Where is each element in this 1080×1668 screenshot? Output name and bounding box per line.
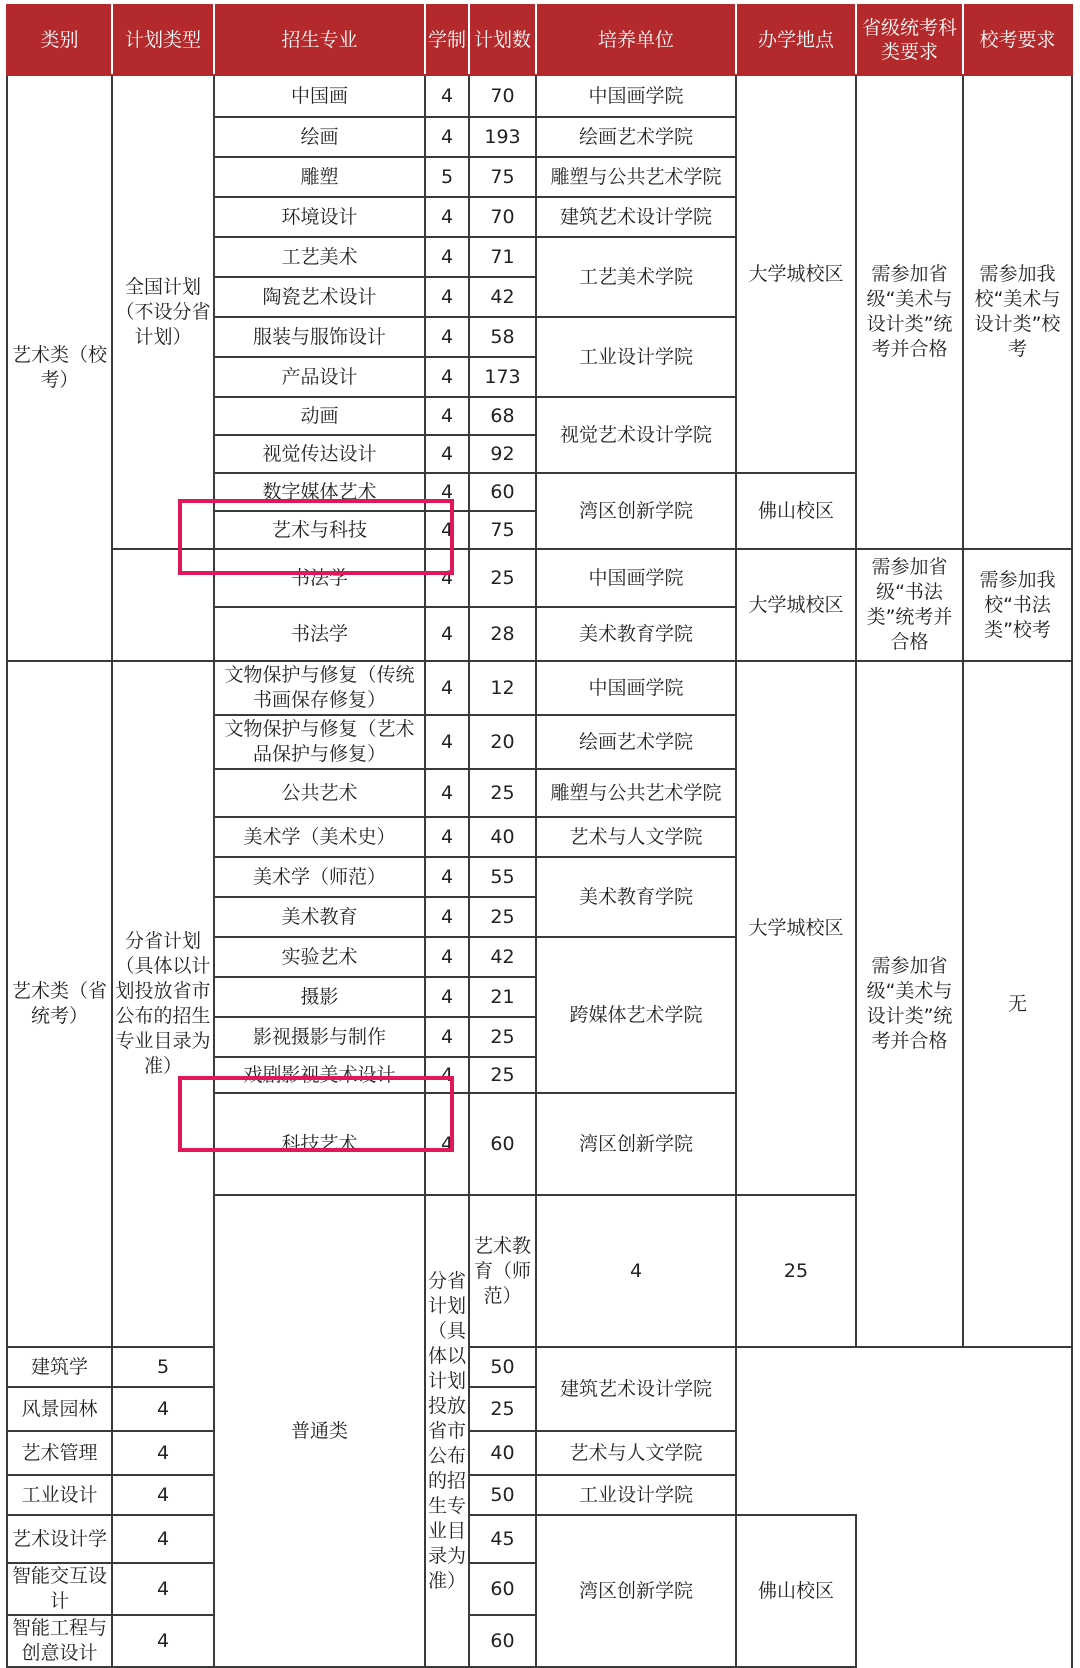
table-header-row (7, 5, 1072, 75)
unit-cell: 视觉艺术设计学院 (536, 397, 736, 473)
count-cell: 12 (469, 661, 536, 715)
years-cell: 4 (425, 715, 469, 769)
major-cell: 中国画 (214, 75, 425, 117)
unit-cell: 湾区创新学院 (536, 1515, 736, 1667)
major-cell: 艺术管理 (7, 1431, 112, 1475)
major-cell: 公共艺术 (214, 769, 425, 817)
category-cell: 艺术类（省统考） (7, 661, 112, 1347)
major-cell: 戏剧影视美术设计 (214, 1057, 425, 1093)
major-cell: 服装与服饰设计 (214, 317, 425, 357)
count-cell: 25 (469, 1387, 536, 1431)
count-cell: 55 (469, 857, 536, 897)
table-row (7, 1431, 1072, 1475)
major-cell: 建筑学 (7, 1347, 112, 1387)
unit-cell: 建筑艺术设计学院 (536, 197, 736, 237)
header-category: 类别 (7, 5, 112, 75)
count-cell: 58 (469, 317, 536, 357)
years-cell: 4 (425, 549, 469, 607)
count-cell: 42 (469, 277, 536, 317)
count-cell: 20 (469, 715, 536, 769)
province-req-cell: 需参加省级“美术与设计类”统考并合格 (856, 75, 963, 549)
unit-cell: 中国画学院 (536, 661, 736, 715)
location-cell: 佛山校区 (736, 1515, 856, 1667)
header-unit: 培养单位 (536, 5, 736, 75)
years-cell: 4 (425, 277, 469, 317)
table-row (7, 1515, 1072, 1563)
years-cell: 4 (425, 1017, 469, 1057)
years-cell: 4 (425, 357, 469, 397)
unit-cell: 工艺美术学院 (536, 237, 736, 317)
category-cell: 艺术类（校考） (7, 75, 112, 661)
location-cell: 大学城校区 (736, 661, 856, 1195)
years-cell: 5 (112, 1347, 214, 1387)
count-cell: 25 (469, 1017, 536, 1057)
count-cell: 173 (469, 357, 536, 397)
table-row (7, 1475, 1072, 1515)
years-cell: 4 (425, 117, 469, 157)
category-cell: 普通类 (214, 1195, 425, 1667)
years-cell: 4 (425, 607, 469, 661)
major-cell: 视觉传达设计 (214, 435, 425, 473)
major-cell: 动画 (214, 397, 425, 435)
location-cell: 佛山校区 (736, 473, 856, 549)
unit-cell: 工业设计学院 (536, 1475, 736, 1515)
years-cell: 4 (112, 1515, 214, 1563)
major-cell: 智能工程与创意设计 (7, 1615, 112, 1667)
table-row (7, 1347, 1072, 1387)
highlight-box-technology-art (178, 1076, 454, 1152)
count-cell: 75 (469, 511, 536, 549)
unit-cell: 绘画艺术学院 (536, 715, 736, 769)
years-cell: 4 (112, 1563, 214, 1615)
highlight-box-art-and-technology (178, 499, 454, 575)
location-cell: 大学城校区 (736, 549, 856, 661)
years-cell: 4 (425, 1057, 469, 1093)
major-cell: 风景园林 (7, 1387, 112, 1431)
count-cell: 68 (469, 397, 536, 435)
header-location: 办学地点 (736, 5, 856, 75)
unit-cell: 跨媒体艺术学院 (536, 937, 736, 1093)
location-cell: 大学城校区 (736, 75, 856, 473)
major-cell: 艺术设计学 (7, 1515, 112, 1563)
header-province-req: 省级统考科类要求 (856, 5, 963, 75)
count-cell: 25 (469, 549, 536, 607)
major-cell: 美术学（美术史） (214, 817, 425, 857)
unit-cell: 湾区创新学院 (536, 1093, 736, 1195)
major-cell: 文物保护与修复（艺术品保护与修复） (214, 715, 425, 769)
count-cell: 25 (469, 1057, 536, 1093)
school-req-cell: 无 (963, 661, 1072, 1347)
major-cell: 美术教育 (214, 897, 425, 937)
years-cell: 4 (112, 1387, 214, 1431)
major-cell: 工艺美术 (214, 237, 425, 277)
count-cell: 70 (469, 75, 536, 117)
count-cell: 60 (469, 473, 536, 511)
major-cell: 文物保护与修复（传统书画保存修复） (214, 661, 425, 715)
major-cell: 智能交互设计 (7, 1563, 112, 1615)
years-cell: 4 (425, 661, 469, 715)
count-cell: 25 (469, 769, 536, 817)
count-cell: 40 (469, 1431, 536, 1475)
major-cell: 艺术教育（师范） (469, 1195, 536, 1347)
count-cell: 70 (469, 197, 536, 237)
years-cell: 4 (425, 897, 469, 937)
years-cell: 4 (425, 977, 469, 1017)
count-cell: 60 (469, 1615, 536, 1667)
unit-cell: 绘画艺术学院 (536, 117, 736, 157)
school-req-cell: 需参加我校“美术与设计类”校考 (963, 75, 1072, 549)
major-cell: 陶瓷艺术设计 (214, 277, 425, 317)
header-major: 招生专业 (214, 5, 425, 75)
years-cell: 4 (425, 769, 469, 817)
province-req-cell: 需参加省级“书法类”统考并合格 (856, 549, 963, 661)
major-cell: 摄影 (214, 977, 425, 1017)
count-cell: 40 (469, 817, 536, 857)
count-cell: 21 (469, 977, 536, 1017)
major-cell: 书法学 (214, 607, 425, 661)
major-cell: 数字媒体艺术 (214, 473, 425, 511)
unit-cell: 雕塑与公共艺术学院 (536, 769, 736, 817)
years-cell: 4 (425, 75, 469, 117)
count-cell: 45 (469, 1515, 536, 1563)
major-cell: 实验艺术 (214, 937, 425, 977)
province-req-cell: 需参加省级“美术与设计类”统考并合格 (856, 661, 963, 1347)
years-cell: 4 (112, 1431, 214, 1475)
years-cell: 4 (425, 473, 469, 511)
count-cell: 60 (469, 1093, 536, 1195)
unit-cell: 艺术与人文学院 (536, 817, 736, 857)
unit-cell: 建筑艺术设计学院 (536, 1347, 736, 1431)
header-count: 计划数 (469, 5, 536, 75)
years-cell: 4 (425, 511, 469, 549)
major-cell: 美术学（师范） (214, 857, 425, 897)
years-cell: 4 (425, 937, 469, 977)
header-plan-type: 计划类型 (112, 5, 214, 75)
enrollment-plan-table (6, 4, 1073, 1668)
years-cell: 4 (425, 397, 469, 435)
unit-cell: 中国画学院 (536, 549, 736, 607)
table-row (7, 661, 1072, 715)
major-cell: 工业设计 (7, 1475, 112, 1515)
years-cell: 4 (425, 817, 469, 857)
years-cell: 4 (425, 317, 469, 357)
header-years: 学制 (425, 5, 469, 75)
count-cell: 92 (469, 435, 536, 473)
header-school-req: 校考要求 (963, 5, 1072, 75)
table-row (7, 549, 1072, 607)
unit-cell: 湾区创新学院 (536, 473, 736, 549)
years-cell: 4 (536, 1195, 736, 1347)
count-cell: 60 (469, 1563, 536, 1615)
count-cell: 50 (469, 1475, 536, 1515)
unit-cell: 雕塑与公共艺术学院 (536, 157, 736, 197)
major-cell: 产品设计 (214, 357, 425, 397)
plan-type-cell: 分省计划（具体以计划投放省市公布的招生专业目录为准） (425, 1195, 469, 1667)
school-req-cell: 需参加我校“书法类”校考 (963, 549, 1072, 661)
count-cell: 193 (469, 117, 536, 157)
years-cell: 4 (112, 1475, 214, 1515)
count-cell: 75 (469, 157, 536, 197)
plan-type-cell: 全国计划（不设分省计划） (112, 75, 214, 549)
years-cell: 4 (425, 857, 469, 897)
unit-cell: 工业设计学院 (536, 317, 736, 397)
unit-cell: 中国画学院 (536, 75, 736, 117)
unit-cell: 艺术与人文学院 (536, 1431, 736, 1475)
major-cell: 科技艺术 (214, 1093, 425, 1195)
unit-cell: 美术教育学院 (536, 857, 736, 937)
major-cell: 艺术与科技 (214, 511, 425, 549)
count-cell: 25 (736, 1195, 856, 1347)
plan-type-cell: 分省计划（具体以计划投放省市公布的招生专业目录为准） (112, 661, 214, 1347)
count-cell: 50 (469, 1347, 536, 1387)
years-cell: 4 (425, 237, 469, 277)
major-cell: 影视摄影与制作 (214, 1017, 425, 1057)
major-cell: 绘画 (214, 117, 425, 157)
count-cell: 42 (469, 937, 536, 977)
count-cell: 25 (469, 897, 536, 937)
count-cell: 71 (469, 237, 536, 277)
years-cell: 4 (425, 1093, 469, 1195)
years-cell: 4 (112, 1615, 214, 1667)
years-cell: 5 (425, 157, 469, 197)
major-cell: 书法学 (214, 549, 425, 607)
years-cell: 4 (425, 197, 469, 237)
major-cell: 环境设计 (214, 197, 425, 237)
major-cell: 雕塑 (214, 157, 425, 197)
table-row (7, 75, 1072, 117)
count-cell: 28 (469, 607, 536, 661)
years-cell: 4 (425, 435, 469, 473)
unit-cell: 美术教育学院 (536, 607, 736, 661)
